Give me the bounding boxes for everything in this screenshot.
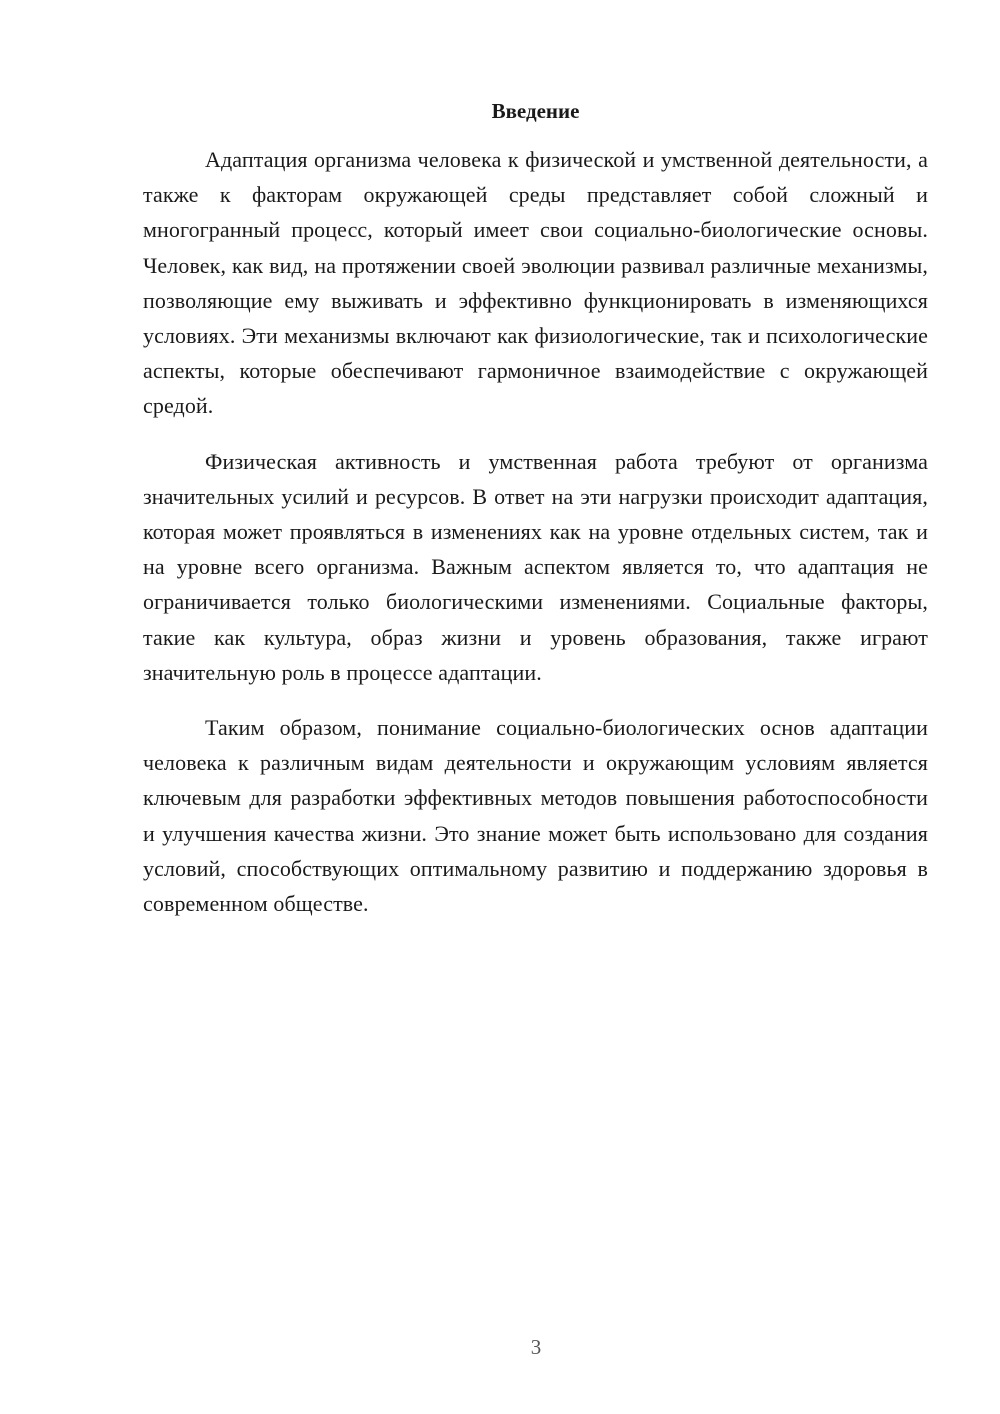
- section-heading: Введение: [491, 99, 580, 123]
- document-body: [143, 142, 928, 941]
- page-number: 3: [530, 1335, 542, 1359]
- paragraph-1: Адаптация организма человека к физической и умственной деятельности, а также к факторам окружающей среды представляет собой сложный и многогранный процесс, который имеет свои социально-биологические основы. Человек, как вид, на протяжении своей эволюции развивал различные механизмы, позволяющие ему выживать и эффективно функционировать в изменяющихся условиях. Эти механизмы включают как физиологические, так и психологические аспекты, которые обеспечивают гармоничное взаимодействие с окружающей средой.: [143, 147, 928, 419]
- paragraph-2: Физическая активность и умственная работа требуют от организма значительных усилий и ресурсов. В ответ на эти нагрузки происходит адаптация, которая может проявляться в изменениях как на уровне отдельных систем, так и на уровне всего организма. Важным аспектом является то, что адаптация не ограничивается только биологическими изменениями. Социальные факторы, такие как культура, образ жизни и уровень образования, также играют значительную роль в процессе адаптации.: [143, 448, 928, 685]
- paragraph-3: Таким образом, понимание социально-биологических основ адаптации человека к различным видам деятельности и окружающим условиям является ключевым для разработки эффективных методов повышения работоспособности и улучшения качества жизни. Это знание может быть использовано для создания условий, способствующих оптимальному развитию и поддержанию здоровья в современном обществе.: [143, 715, 928, 917]
